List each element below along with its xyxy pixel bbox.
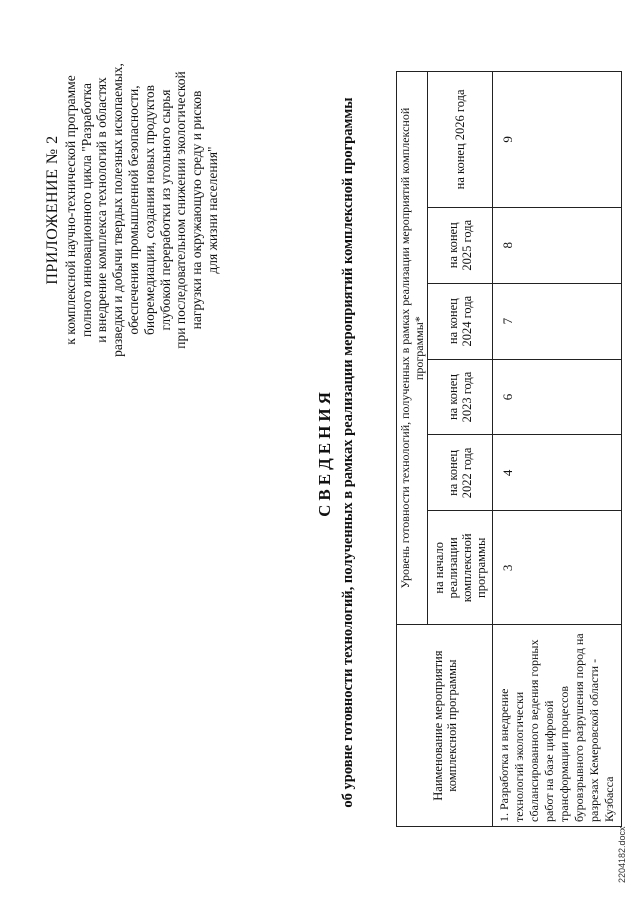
column-header-2024: на конец 2024 года xyxy=(428,283,493,359)
row-name-cell: 1. Разработка и внедрение технологий экологически сбалансированного ведения горных работ на базе цифровой трансформации процессов буровзрывного разрушения пород на разрезах Кемеровской области - Кузбасса xyxy=(493,625,622,827)
appendix-heading: ПРИЛОЖЕНИЕ № 2 xyxy=(44,135,61,285)
value-cell: 3 xyxy=(493,511,622,625)
column-header-name: Наименование мероприятия комплексной программы xyxy=(397,625,493,827)
value-cell: 6 xyxy=(493,359,622,435)
file-footer: 2204182.docx xyxy=(617,826,627,883)
appendix-block xyxy=(45,45,221,375)
column-header-2023: на конец 2023 года xyxy=(428,359,493,435)
value-cell: 8 xyxy=(493,207,622,283)
appendix-line: при последовательном снижении экологической xyxy=(173,71,189,349)
appendix-line: биоремедиации, создания новых продуктов xyxy=(141,85,157,335)
appendix-line: глубокой переработки из угольного сырья xyxy=(157,89,173,331)
column-group-header: Уровень готовности технологий, полученных в рамках реализации мероприятий комплексной программы* xyxy=(397,72,428,625)
table-row xyxy=(493,72,622,827)
column-header-2025: на конец 2025 года xyxy=(428,207,493,283)
column-header-2026: на конец 2026 года xyxy=(428,72,493,208)
appendix-line: к комплексной научно-технической программе xyxy=(62,75,78,345)
appendix-line: и внедрение комплекса технологий в областях xyxy=(94,77,110,343)
appendix-line: разведки и добычи твердых полезных ископаемых, xyxy=(110,63,126,357)
readiness-table xyxy=(396,71,622,827)
table-header-row xyxy=(397,72,428,827)
document-title: СВЕДЕНИЯ xyxy=(315,388,334,517)
document-subtitle: об уровне готовности технологий, полученных в рамках реализации мероприятий комплексной программы xyxy=(340,97,356,808)
column-header-start: на начало реализации комплексной программы xyxy=(428,511,493,625)
value-cell: 9 xyxy=(493,72,622,208)
appendix-line: обеспечения промышленной безопасности, xyxy=(125,85,141,335)
appendix-line: для жизни населения" xyxy=(204,146,220,274)
value-cell: 7 xyxy=(493,283,622,359)
appendix-line: нагрузки на окружающую среду и рисков xyxy=(189,90,205,330)
value-cell: 4 xyxy=(493,435,622,511)
column-header-2022: на конец 2022 года xyxy=(428,435,493,511)
appendix-line: полного инновационного цикла "Разработка xyxy=(78,82,94,338)
